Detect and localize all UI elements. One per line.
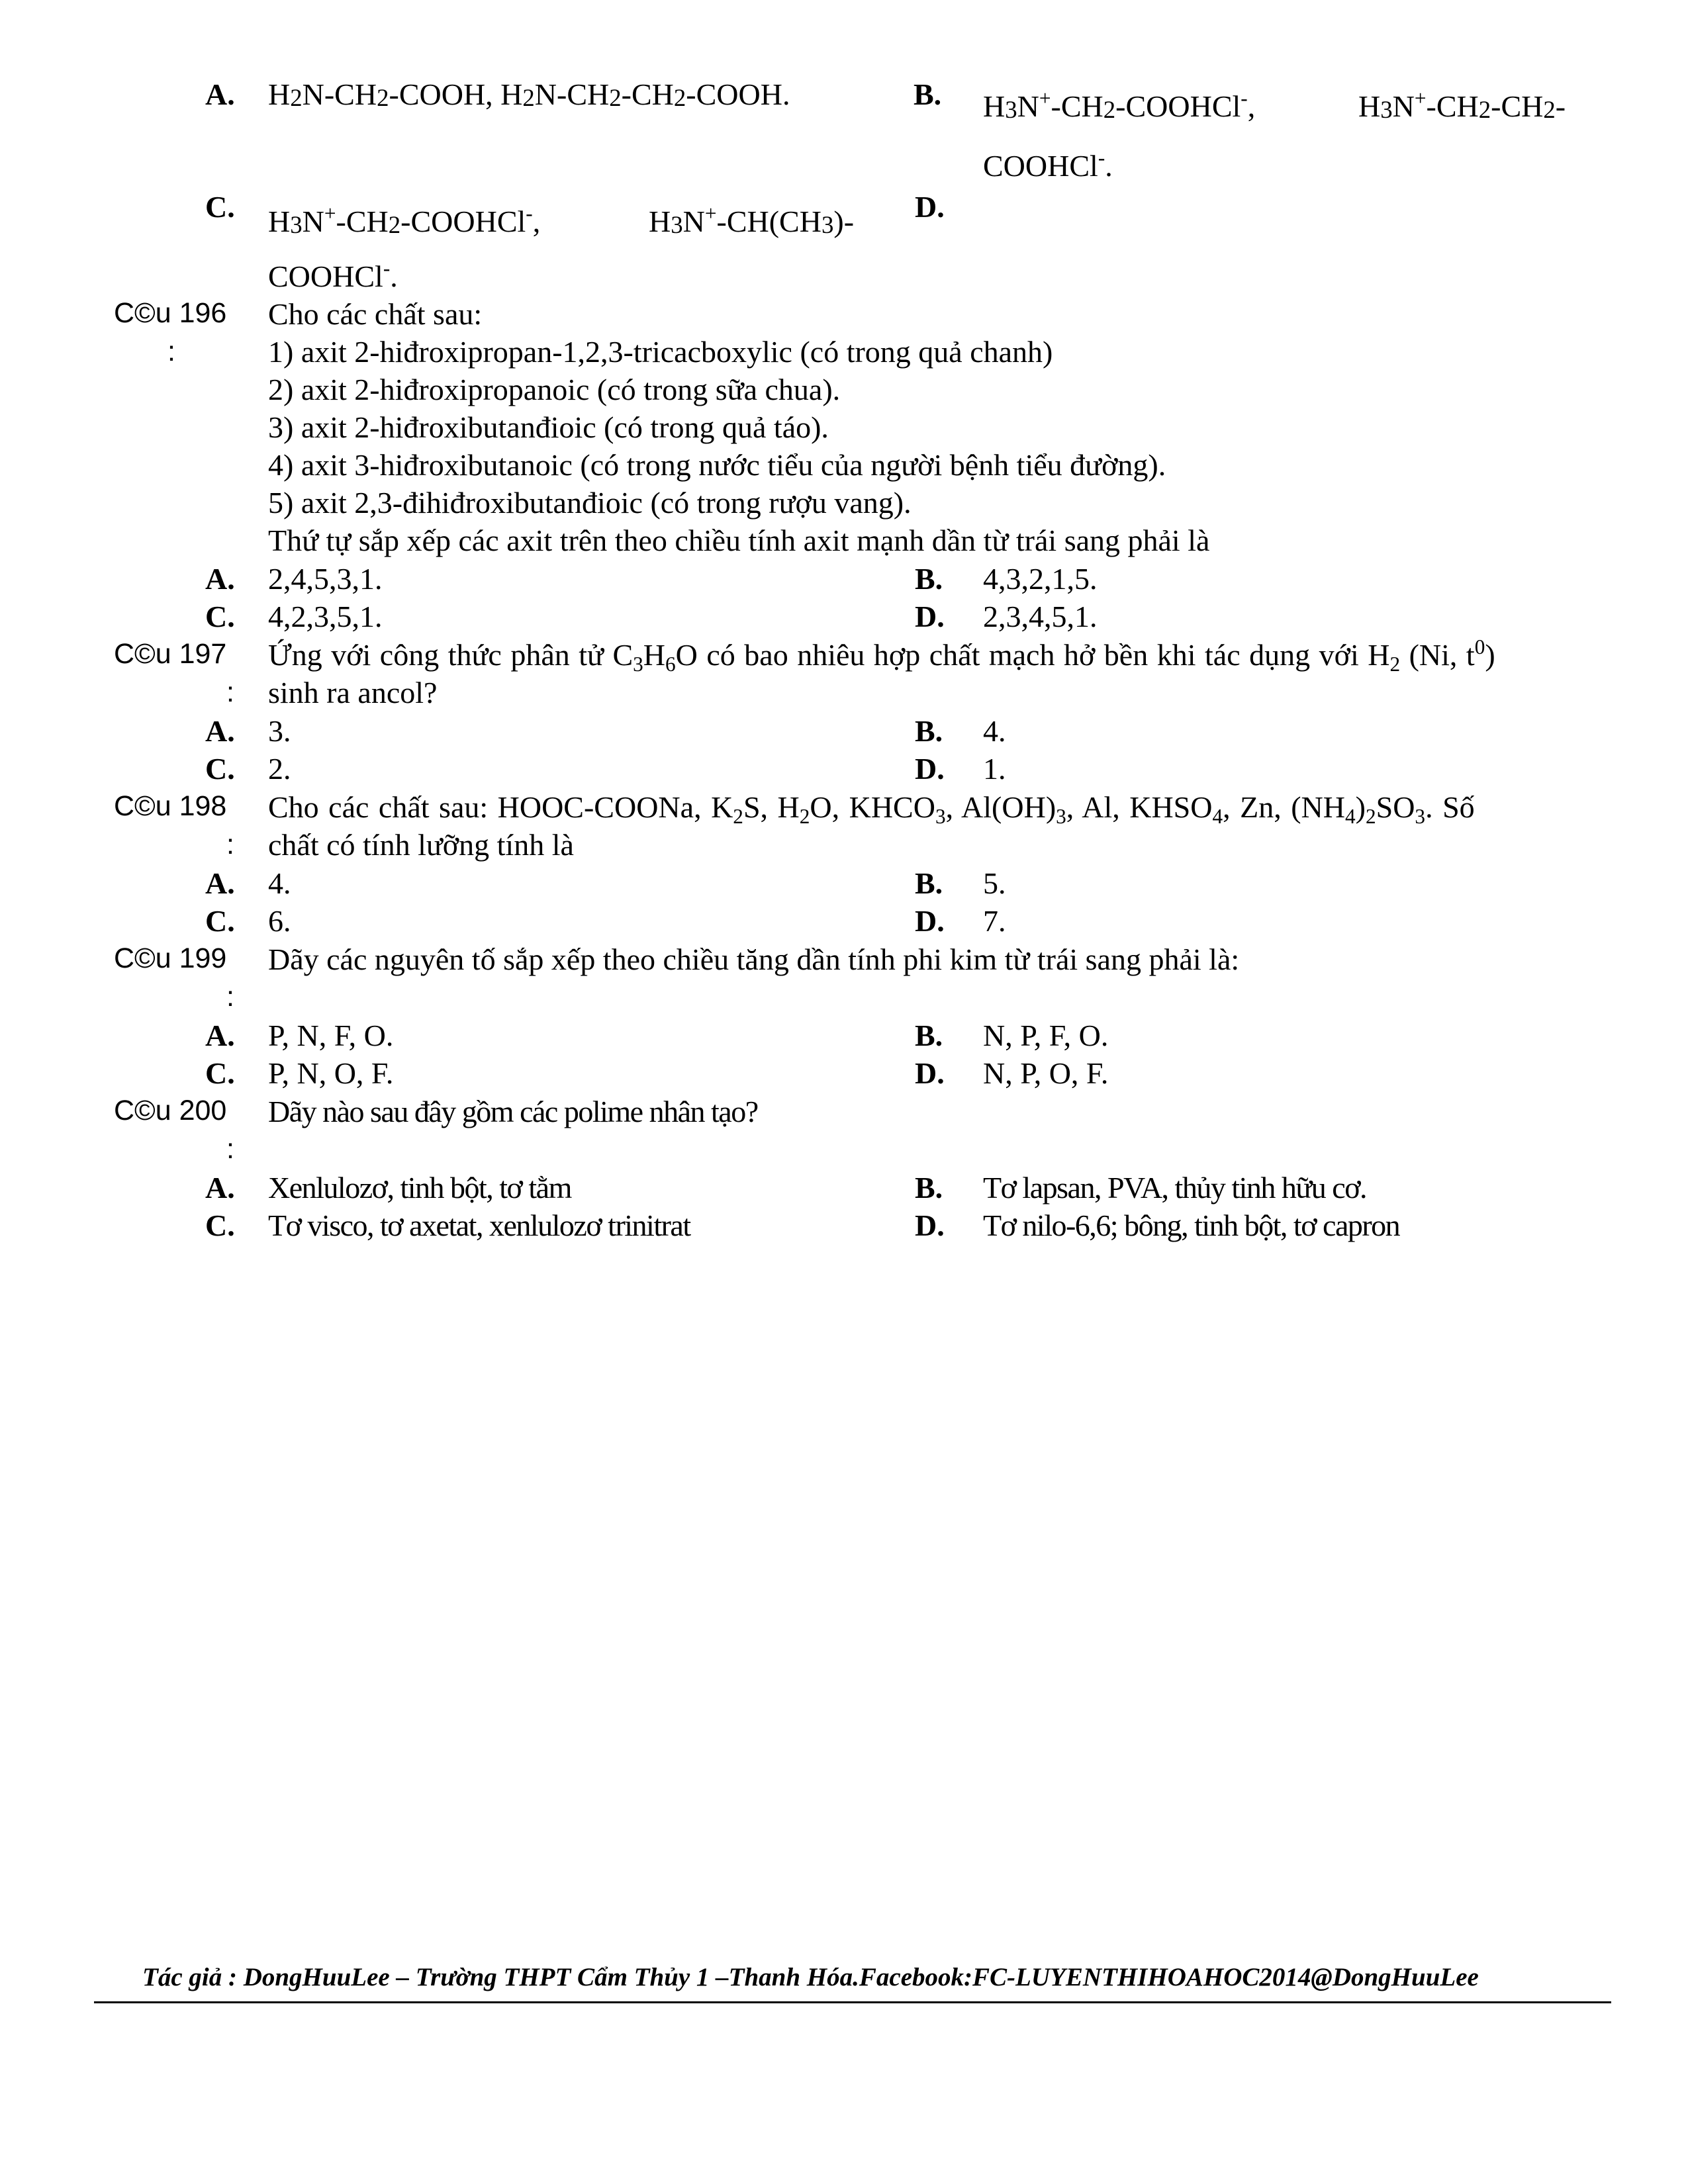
- q200-stem: Dãy nào sau đây gồm các polime nhân tạo?: [268, 1095, 758, 1128]
- q199-colon: :: [226, 981, 234, 1013]
- q197-option-c-label: C.: [205, 752, 235, 786]
- q199-option-c-text: P, N, O, F.: [268, 1056, 394, 1090]
- q200-option-a-text: Xenlulozơ, tinh bột, tơ tằm: [268, 1171, 571, 1205]
- q196-item-3: 3) axit 2-hiđroxibutanđioic (có trong quả táo).: [268, 410, 829, 444]
- q198-stem-line-1: Cho các chất sau: HOOC-COONa, $K_2S$, $H_2O$, $KHCO_3$, $Al(OH)_3$, Al, $KHSO_4$, Zn, $(NH_4)_2SO_3$. Số: [268, 790, 1475, 828]
- q200-option-c-text: Tơ visco, tơ axetat, xenlulozơ trinitrat: [268, 1208, 690, 1242]
- q199-option-b-text: N, P, F, O.: [983, 1019, 1109, 1052]
- q199-number: C©u 199: [114, 942, 227, 974]
- q198-option-b-text: 5.: [983, 866, 1006, 900]
- q195-option-c-label: C.: [205, 190, 235, 224]
- q196-option-d-text: 2,3,4,5,1.: [983, 600, 1098, 633]
- q196-option-a-label: A.: [205, 562, 235, 596]
- page-footer: Tác giả : DongHuuLee – Trường THPT Cẩm Thủy 1 –Thanh Hóa.Facebook:FC-LUYENTHIHOAHOC2014@DongHuuLee: [142, 1963, 1479, 1991]
- q197-option-b-text: 4.: [983, 714, 1006, 748]
- q200-option-b-text: Tơ lapsan, PVA, thủy tinh hữu cơ.: [983, 1171, 1367, 1205]
- q196-option-c-text: 4,2,3,5,1.: [268, 600, 383, 633]
- q197-option-b-label: B.: [915, 714, 943, 748]
- q197-option-d-label: D.: [915, 752, 945, 786]
- q195-option-c-text-3: COOHCl-.: [268, 256, 398, 293]
- q196-colon: :: [167, 336, 175, 367]
- q197-option-c-text: 2.: [268, 752, 291, 786]
- q195-option-b-text-1: H3N+-CH2-COOHCl-,: [983, 86, 1256, 123]
- q199-stem: Dãy các nguyên tố sắp xếp theo chiều tăng dần tính phi kim từ trái sang phải là:: [268, 942, 1240, 976]
- q195-option-b-label: B.: [914, 77, 942, 111]
- q195-option-c-text-2: H3N+-CH(CH3)-: [649, 201, 855, 238]
- q196-item-5: 5) axit 2,3-đihiđroxibutanđioic (có trong rượu vang).: [268, 486, 912, 520]
- footer-rule: [94, 2001, 1611, 2003]
- q196-question: Thứ tự sắp xếp các axit trên theo chiều tính axit mạnh dần từ trái sang phải là: [268, 523, 1210, 557]
- q196-stem: Cho các chất sau:: [268, 297, 483, 331]
- q200-option-a-label: A.: [205, 1171, 235, 1205]
- q197-stem-line-2: sinh ra ancol?: [268, 676, 438, 709]
- q198-option-c-label: C.: [205, 904, 235, 938]
- q197-option-a-text: 3.: [268, 714, 291, 748]
- q196-option-a-text: 2,4,5,3,1.: [268, 562, 383, 596]
- q195-option-b-text-2: H3N+-CH2-CH2-: [1358, 86, 1566, 123]
- q195-option-c-text-1: H3N+-CH2-COOHCl-,: [268, 201, 541, 238]
- q196-item-1: 1) axit 2-hiđroxipropan-1,2,3-tricacboxylic (có trong quả chanh): [268, 335, 1053, 369]
- q196-number: C©u 196: [114, 297, 227, 329]
- q199-option-c-label: C.: [205, 1056, 235, 1090]
- q200-option-d-text: Tơ nilo-6,6; bông, tinh bột, tơ capron: [983, 1208, 1400, 1242]
- q197-number: C©u 197: [114, 638, 227, 670]
- q198-option-a-label: A.: [205, 866, 235, 900]
- q198-option-b-label: B.: [915, 866, 943, 900]
- q200-option-d-label: D.: [915, 1208, 945, 1242]
- q199-option-b-label: B.: [915, 1019, 943, 1052]
- q196-option-b-text: 4,3,2,1,5.: [983, 562, 1098, 596]
- q197-stem-line-1: Ứng với công thức phân tử $C_3H_6O$ có bao nhiêu hợp chất mạch hở bền khi tác dụng với $H_2$ (Ni, $t^0$): [268, 635, 1495, 676]
- q198-colon: :: [226, 829, 234, 860]
- q198-option-d-text: 7.: [983, 904, 1006, 938]
- q198-number: C©u 198: [114, 790, 227, 822]
- q198-option-c-text: 6.: [268, 904, 291, 938]
- q197-option-d-text: 1.: [983, 752, 1006, 786]
- q200-colon: :: [226, 1133, 234, 1165]
- q200-option-c-label: C.: [205, 1208, 235, 1242]
- q195-option-a-text: H2N-CH2-COOH, H2N-CH2-CH2-COOH.: [268, 77, 790, 111]
- q200-number: C©u 200: [114, 1095, 227, 1126]
- q195-option-d-label: D.: [915, 190, 945, 224]
- q198-option-a-text: 4.: [268, 866, 291, 900]
- q199-option-a-label: A.: [205, 1019, 235, 1052]
- q196-option-c-label: C.: [205, 600, 235, 633]
- q196-item-4: 4) axit 3-hiđroxibutanoic (có trong nước tiểu của người bệnh tiểu đường).: [268, 448, 1166, 482]
- q195-option-b-text-3: COOHCl-.: [983, 146, 1113, 183]
- q199-option-d-label: D.: [915, 1056, 945, 1090]
- q196-option-d-label: D.: [915, 600, 945, 633]
- q196-item-2: 2) axit 2-hiđroxipropanoic (có trong sữa chua).: [268, 373, 841, 406]
- q198-option-d-label: D.: [915, 904, 945, 938]
- q199-option-d-text: N, P, O, F.: [983, 1056, 1109, 1090]
- q199-option-a-text: P, N, F, O.: [268, 1019, 394, 1052]
- q198-stem-line-2: chất có tính lưỡng tính là: [268, 828, 574, 862]
- q197-colon: :: [226, 676, 234, 708]
- q200-option-b-label: B.: [915, 1171, 943, 1205]
- q197-option-a-label: A.: [205, 714, 235, 748]
- q196-option-b-label: B.: [915, 562, 943, 596]
- q195-option-a-label: A.: [205, 77, 235, 111]
